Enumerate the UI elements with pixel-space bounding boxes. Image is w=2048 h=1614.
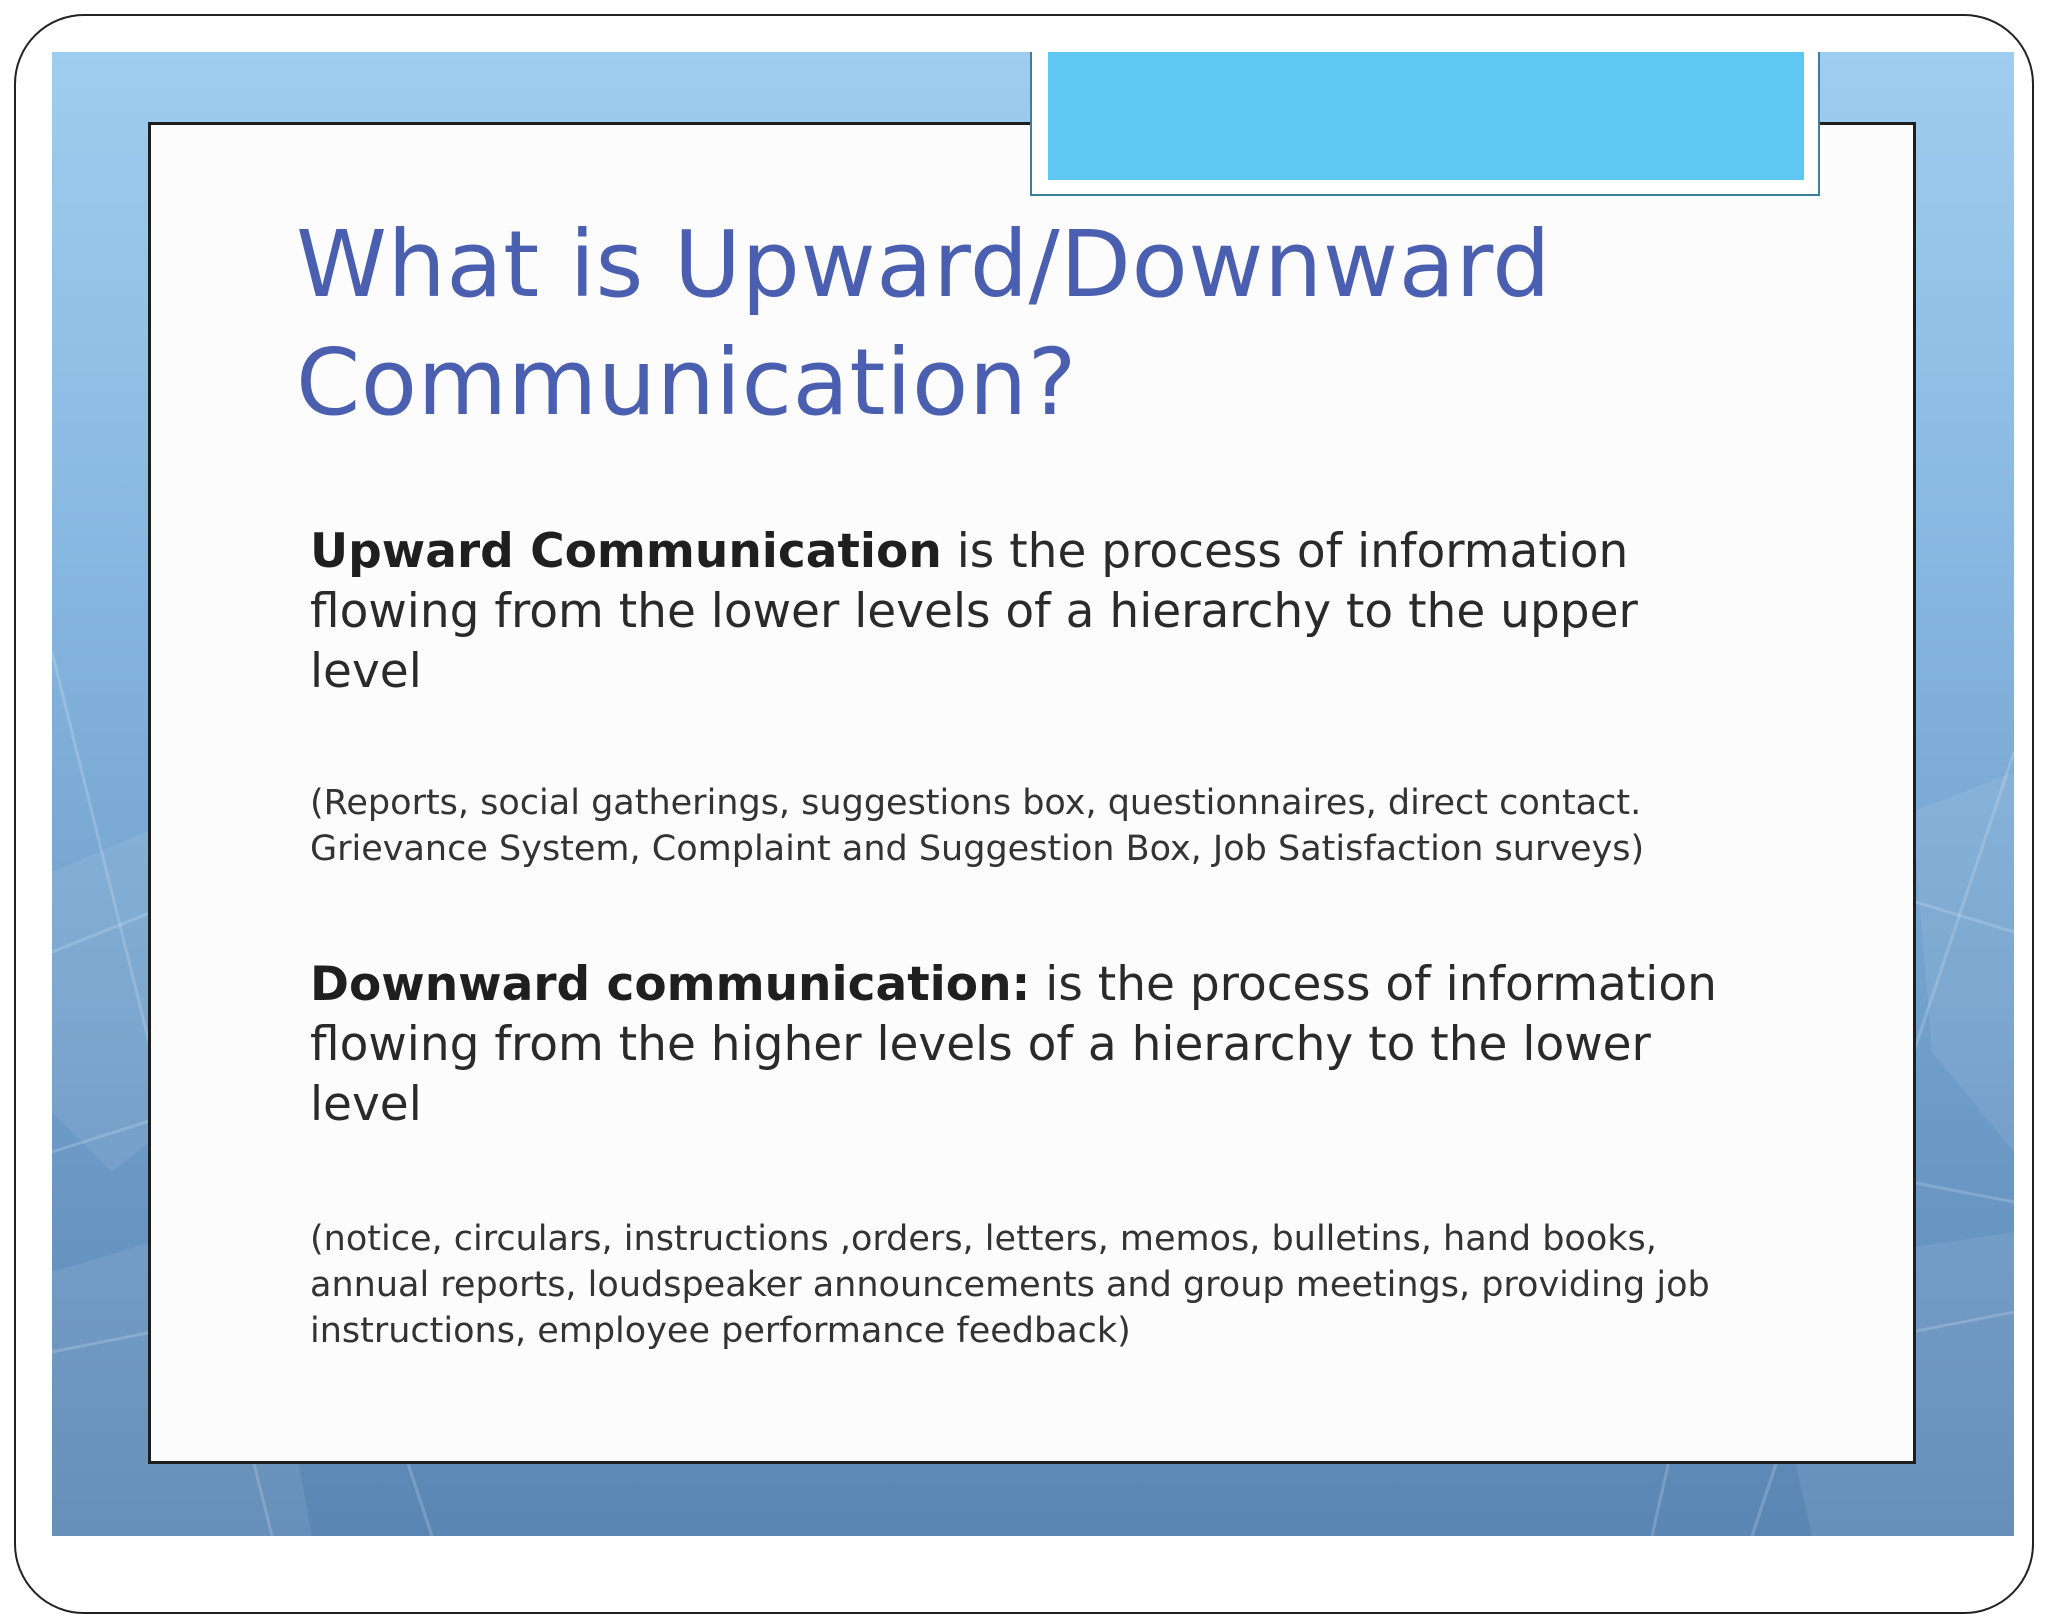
upward-definition: [310, 522, 1750, 702]
downward-definition: [310, 955, 1750, 1135]
upward-term: Upward Communication: [310, 524, 942, 579]
downward-term: Downward communication:: [310, 957, 1031, 1012]
accent-tab: [1048, 52, 1804, 180]
downward-definition-text: is the process of information flowing from the higher levels of a hierarchy to the lower level: [310, 957, 1717, 1132]
downward-examples: (notice, circulars, instructions ,orders, letters, memos, bulletins, hand books, annual reports, loudspeaker announcements and group meetings, providing job instructions, employee performance feedback): [310, 1219, 1710, 1351]
upward-definition-text: is the process of information flowing from the lower levels of a hierarchy to the upper level: [310, 524, 1638, 699]
upward-examples: (Reports, social gatherings, suggestions box, questionnaires, direct contact. Grievance System, Complaint and Suggestion Box, Job Satisfaction surveys): [310, 783, 1645, 869]
slide-title: What is Upward/Downward Communication?: [296, 211, 1552, 436]
